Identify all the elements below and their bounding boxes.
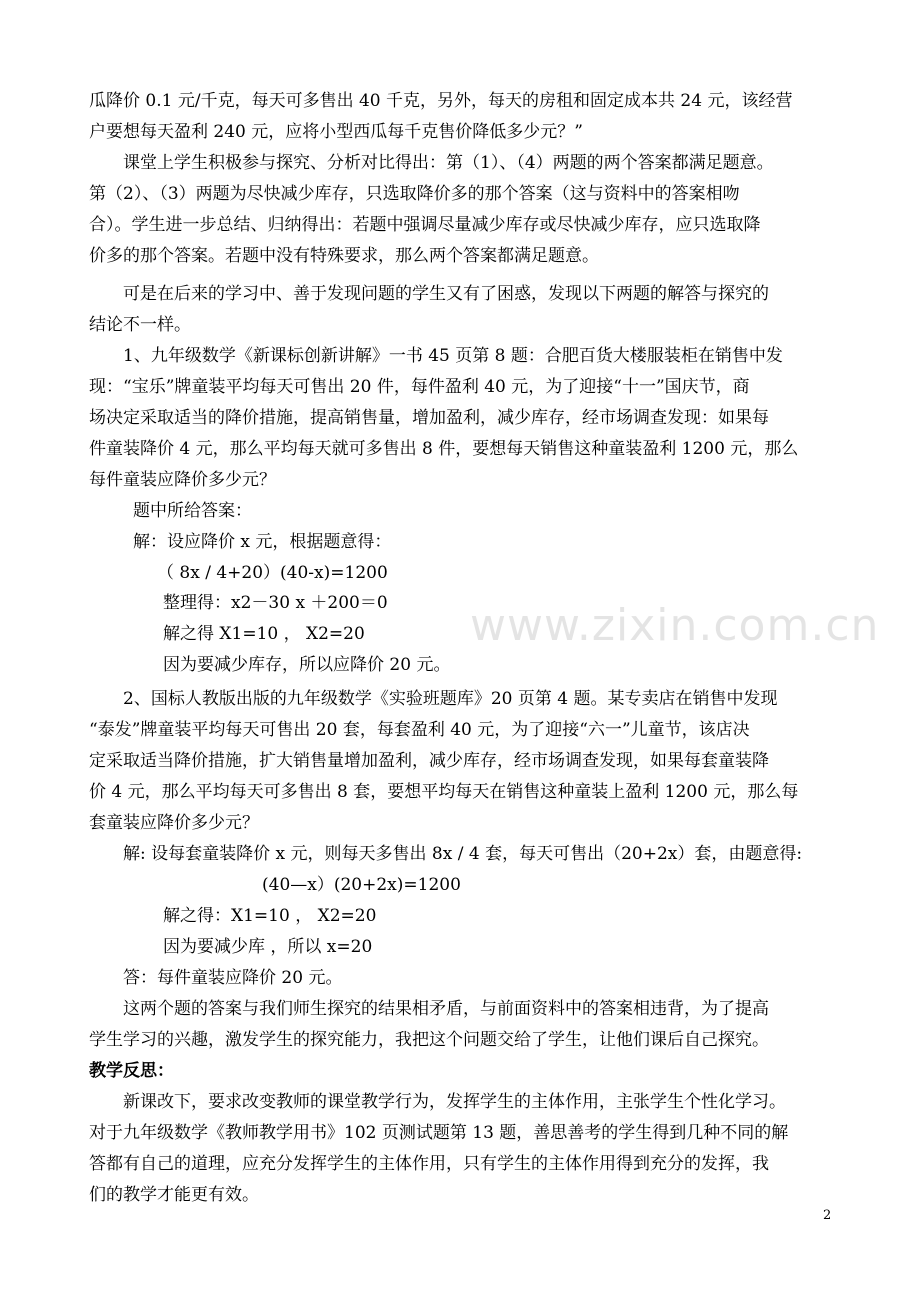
- text-line: 套童装应降价多少元？: [89, 813, 259, 833]
- text-line: 对于九年级数学《教师教学用书》102 页测试题第 13 题，善思善考的学生得到几种不同的解: [89, 1123, 789, 1143]
- text-line: 价 4 元，那么平均每天可多售出 8 套，要想平均每天在销售这种童装上盈利 1200 元，那么每: [89, 782, 799, 802]
- text-line: 价多的那个答案。若题中没有特殊要求，那么两个答案都满足题意。: [89, 246, 599, 266]
- text-line: 答都有自己的道理，应充分发挥学生的主体作用，只有学生的主体作用得到充分的发挥，我: [89, 1154, 769, 1174]
- page-number: 2: [823, 1208, 832, 1223]
- formula-line: （ 8x / 4+20）(40-x)=1200: [157, 563, 388, 583]
- text-line: 现：“宝乐”牌童装平均每天可售出 20 件，每件盈利 40 元，为了迎接“十一”国庆节，商: [89, 377, 750, 397]
- text-line: 因为要减少库 ，所以 x=20: [163, 937, 373, 957]
- text-line: 答：每件童装应降价 20 元。: [123, 968, 343, 988]
- text-line: 解：设应降价 x 元，根据题意得：: [133, 532, 392, 552]
- formula-line: (40—x）(20+2x)=1200: [262, 875, 461, 895]
- text-line: 解: 设每套童装降价 x 元，则每天多售出 8x / 4 套，每天可售出（20+2x）套，由题意得:: [123, 844, 803, 864]
- formula-line: 解之得：X1=10 ， X2=20: [163, 906, 377, 926]
- text-line: 2、国标人教版出版的九年级数学《实验班题库》20 页第 4 题。某专卖店在销售中发现: [123, 689, 778, 709]
- text-line: 1、九年级数学《新课标创新讲解》一书 45 页第 8 题：合肥百货大楼服装柜在销售中发: [123, 346, 783, 366]
- text-line: 合）。学生进一步总结、归纳得出：若题中强调尽量减少库存或尽快减少库存，应只选取降: [89, 215, 761, 235]
- watermark: www.zixin.com.cn: [470, 600, 880, 651]
- text-line: 可是在后来的学习中、善于发现问题的学生又有了困惑，发现以下两题的解答与探究的: [123, 284, 769, 304]
- text-line: 定采取适当降价措施，扩大销售量增加盈利，减少库存，经市场调查发现，如果每套童装降: [89, 751, 769, 771]
- formula-line: 整理得：x2－30 x ＋200＝0: [163, 593, 388, 613]
- text-line: 因为要减少库存，所以应降价 20 元。: [163, 655, 451, 675]
- text-line: “泰发”牌童装平均每天可售出 20 套，每套盈利 40 元，为了迎接“六一”儿童节，该店决: [89, 720, 750, 740]
- text-line: 课堂上学生积极参与探究、分析对比得出：第（1）、（4）两题的两个答案都满足题意。: [123, 153, 774, 173]
- text-line: 瓜降价 0.1 元/千克，每天可多售出 40 千克，另外，每天的房租和固定成本共 24 元，该经营: [89, 91, 793, 111]
- text-line: 新课改下，要求改变教师的课堂教学行为，发挥学生的主体作用，主张学生个性化学习。: [123, 1092, 786, 1112]
- text-line: 第（2）、（3）两题为尽快减少库存，只选取降价多的那个答案（这与资料中的答案相吻: [89, 184, 740, 204]
- text-line: 题中所给答案：: [133, 501, 252, 521]
- text-line: 们的教学才能更有效。: [89, 1185, 259, 1205]
- text-line: 件童装降价 4 元，那么平均每天就可多售出 8 件，要想每天销售这种童装盈利 1200 元，那么: [89, 439, 799, 459]
- text-line: 户要想每天盈利 240 元，应将小型西瓜每千克售价降低多少元？”: [89, 122, 583, 142]
- section-heading: 教学反思：: [89, 1061, 174, 1081]
- text-line: 结论不一样。: [89, 315, 191, 335]
- text-line: 每件童装应降价多少元？: [89, 470, 276, 490]
- text-line: 场决定采取适当的降价措施，提高销售量，增加盈利，减少库存，经市场调查发现：如果每: [89, 408, 769, 428]
- text-line: 学生学习的兴趣，激发学生的探究能力，我把这个问题交给了学生，让他们课后自己探究。: [89, 1030, 769, 1050]
- formula-line: 解之得 X1=10 ， X2=20: [163, 624, 365, 644]
- text-line: 这两个题的答案与我们师生探究的结果相矛盾，与前面资料中的答案相违背，为了提高: [123, 999, 769, 1019]
